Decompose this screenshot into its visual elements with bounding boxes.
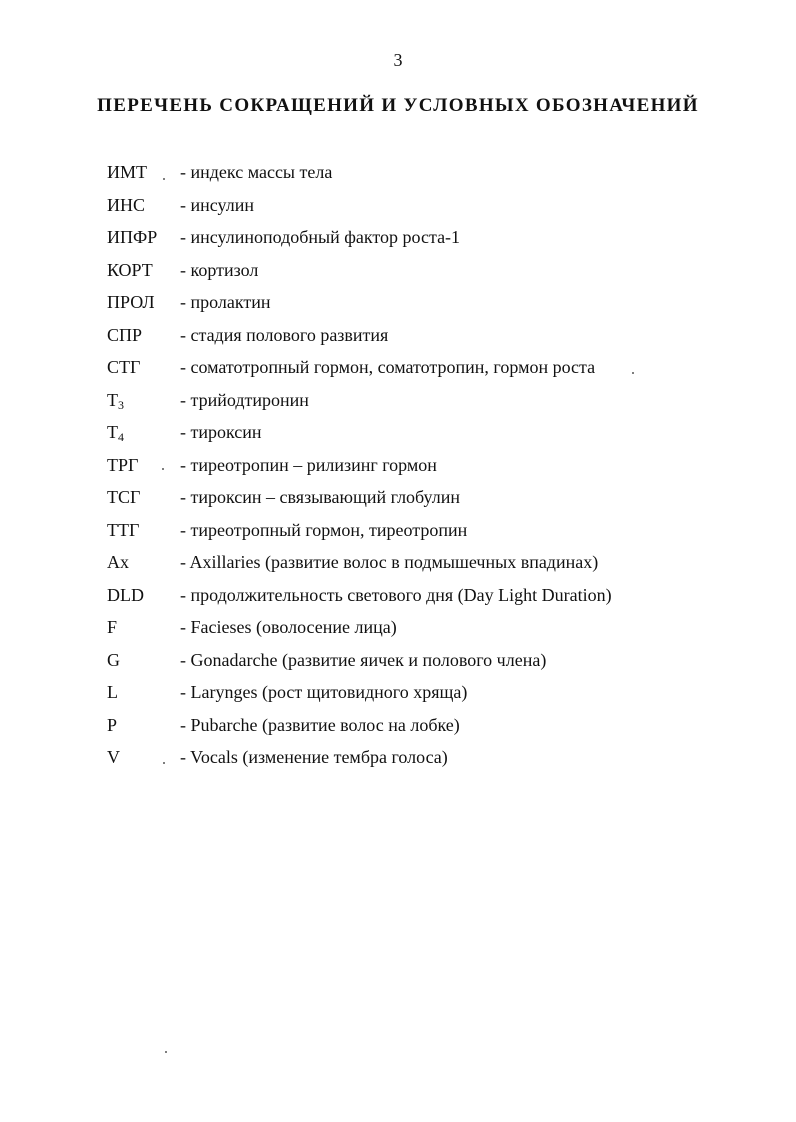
abbreviation-term-text: Ax: [107, 552, 129, 572]
page-number: 3: [393, 50, 403, 70]
abbreviation-term: [107, 614, 117, 640]
abbreviation-term-text: T: [107, 389, 118, 410]
abbreviation-term: [107, 484, 140, 510]
abbreviation-definition: - инсулин: [180, 194, 254, 215]
abbreviation-row: [107, 289, 747, 322]
abbreviation-definition: - Gonadarche (развитие яичек и полового члена): [180, 649, 547, 670]
abbreviation-term-text: ТРГ: [107, 454, 139, 475]
abbreviation-term: [107, 322, 142, 348]
abbreviation-term: [107, 159, 147, 185]
abbreviation-term: [107, 257, 153, 283]
abbreviation-term: [107, 647, 120, 673]
abbreviation-term-text: ТТГ: [107, 519, 140, 540]
abbreviation-term: [107, 354, 140, 380]
abbreviation-term: [107, 517, 139, 543]
abbreviation-term-text: СТГ: [107, 357, 141, 377]
abbreviation-term-text: ИПФР: [107, 227, 158, 247]
abbreviation-term-text: V: [107, 747, 120, 767]
abbreviation-term: [107, 582, 144, 608]
abbreviation-definition: - продолжительность светового дня (Day Light Duration): [180, 584, 612, 605]
page-title: ПЕРЕЧЕНЬ СОКРАЩЕНИЙ И УСЛОВНЫХ ОБОЗНАЧЕНИЙ: [97, 95, 699, 116]
abbreviation-row: [107, 224, 747, 257]
abbreviation-definition: - Axillaries (развитие волос в подмышечных впадинах): [180, 552, 599, 572]
abbreviation-row: [107, 419, 747, 452]
abbreviation-definition: - тиреотропин – рилизинг гормон: [180, 454, 437, 475]
abbreviation-definition: - тиреотропный гормон, тиреотропин: [180, 519, 468, 540]
abbreviation-definition: - индекс массы тела: [180, 162, 333, 182]
abbreviation-term-text: F: [107, 617, 118, 637]
abbreviation-term-text: DLD: [107, 584, 144, 605]
abbreviation-row: [107, 354, 747, 387]
abbreviation-term-subscript: 3: [118, 397, 124, 412]
abbreviation-term-text: КОРТ: [107, 259, 153, 280]
abbreviation-term: [107, 289, 155, 315]
abbreviation-term: [107, 712, 117, 738]
abbreviation-row: [107, 582, 747, 615]
abbreviation-definition: - тироксин – связывающий глобулин: [180, 487, 460, 507]
abbreviation-term-text: ИМТ: [107, 162, 147, 182]
scan-speck: [162, 468, 164, 470]
abbreviation-term-text: L: [107, 682, 118, 702]
scan-speck: [632, 372, 634, 374]
abbreviation-row: [107, 549, 747, 582]
abbreviation-term: [107, 192, 145, 218]
abbreviation-definition: - Larynges (рост щитовидного хряща): [180, 682, 468, 702]
abbreviation-term-text: ПРОЛ: [107, 292, 155, 312]
abbreviation-list: [107, 159, 747, 777]
abbreviation-term-subscript: 4: [118, 430, 124, 444]
abbreviation-term-text: T: [107, 422, 118, 442]
abbreviation-row: [107, 452, 747, 485]
scan-speck: [165, 1051, 167, 1053]
abbreviation-term: [107, 679, 118, 705]
abbreviation-row: [107, 744, 747, 777]
scan-speck: [163, 178, 165, 180]
abbreviation-definition: - тироксин: [180, 422, 262, 442]
abbreviation-definition: - соматотропный гормон, соматотропин, гормон роста: [180, 357, 596, 377]
abbreviation-row: [107, 192, 747, 225]
abbreviation-term-text: G: [107, 649, 120, 670]
abbreviation-term-text: ИНС: [107, 194, 146, 215]
abbreviation-term: [107, 224, 157, 250]
abbreviation-row: [107, 387, 747, 420]
abbreviation-row: [107, 647, 747, 680]
abbreviation-definition: - Pubarche (развитие волос на лобке): [180, 714, 460, 735]
abbreviation-term-text: ТСГ: [107, 487, 141, 507]
abbreviation-term: [107, 744, 120, 770]
abbreviation-term: [107, 549, 129, 575]
abbreviation-definition: - пролактин: [180, 292, 271, 312]
abbreviation-definition: - инсулиноподобный фактор роста-1: [180, 227, 461, 247]
abbreviation-definition: - стадия полового развития: [180, 324, 389, 345]
abbreviation-row: [107, 614, 747, 647]
abbreviation-term-text: P: [107, 714, 118, 735]
abbreviation-row: [107, 159, 747, 192]
abbreviation-row: [107, 322, 747, 355]
abbreviation-row: [107, 517, 747, 550]
abbreviation-term: [107, 387, 124, 418]
scan-speck: [163, 762, 165, 764]
abbreviation-row: [107, 484, 747, 517]
abbreviation-term: [107, 419, 124, 450]
abbreviation-definition: - Facieses (оволосение лица): [180, 617, 397, 637]
abbreviation-definition: - трийодтиронин: [180, 389, 309, 410]
abbreviation-row: [107, 712, 747, 745]
abbreviation-definition: - Vocals (изменение тембра голоса): [180, 747, 448, 767]
abbreviation-definition: - кортизол: [180, 259, 259, 280]
abbreviation-term-text: СПР: [107, 324, 143, 345]
abbreviation-term: [107, 452, 138, 478]
abbreviation-row: [107, 257, 747, 290]
abbreviation-row: [107, 679, 747, 712]
